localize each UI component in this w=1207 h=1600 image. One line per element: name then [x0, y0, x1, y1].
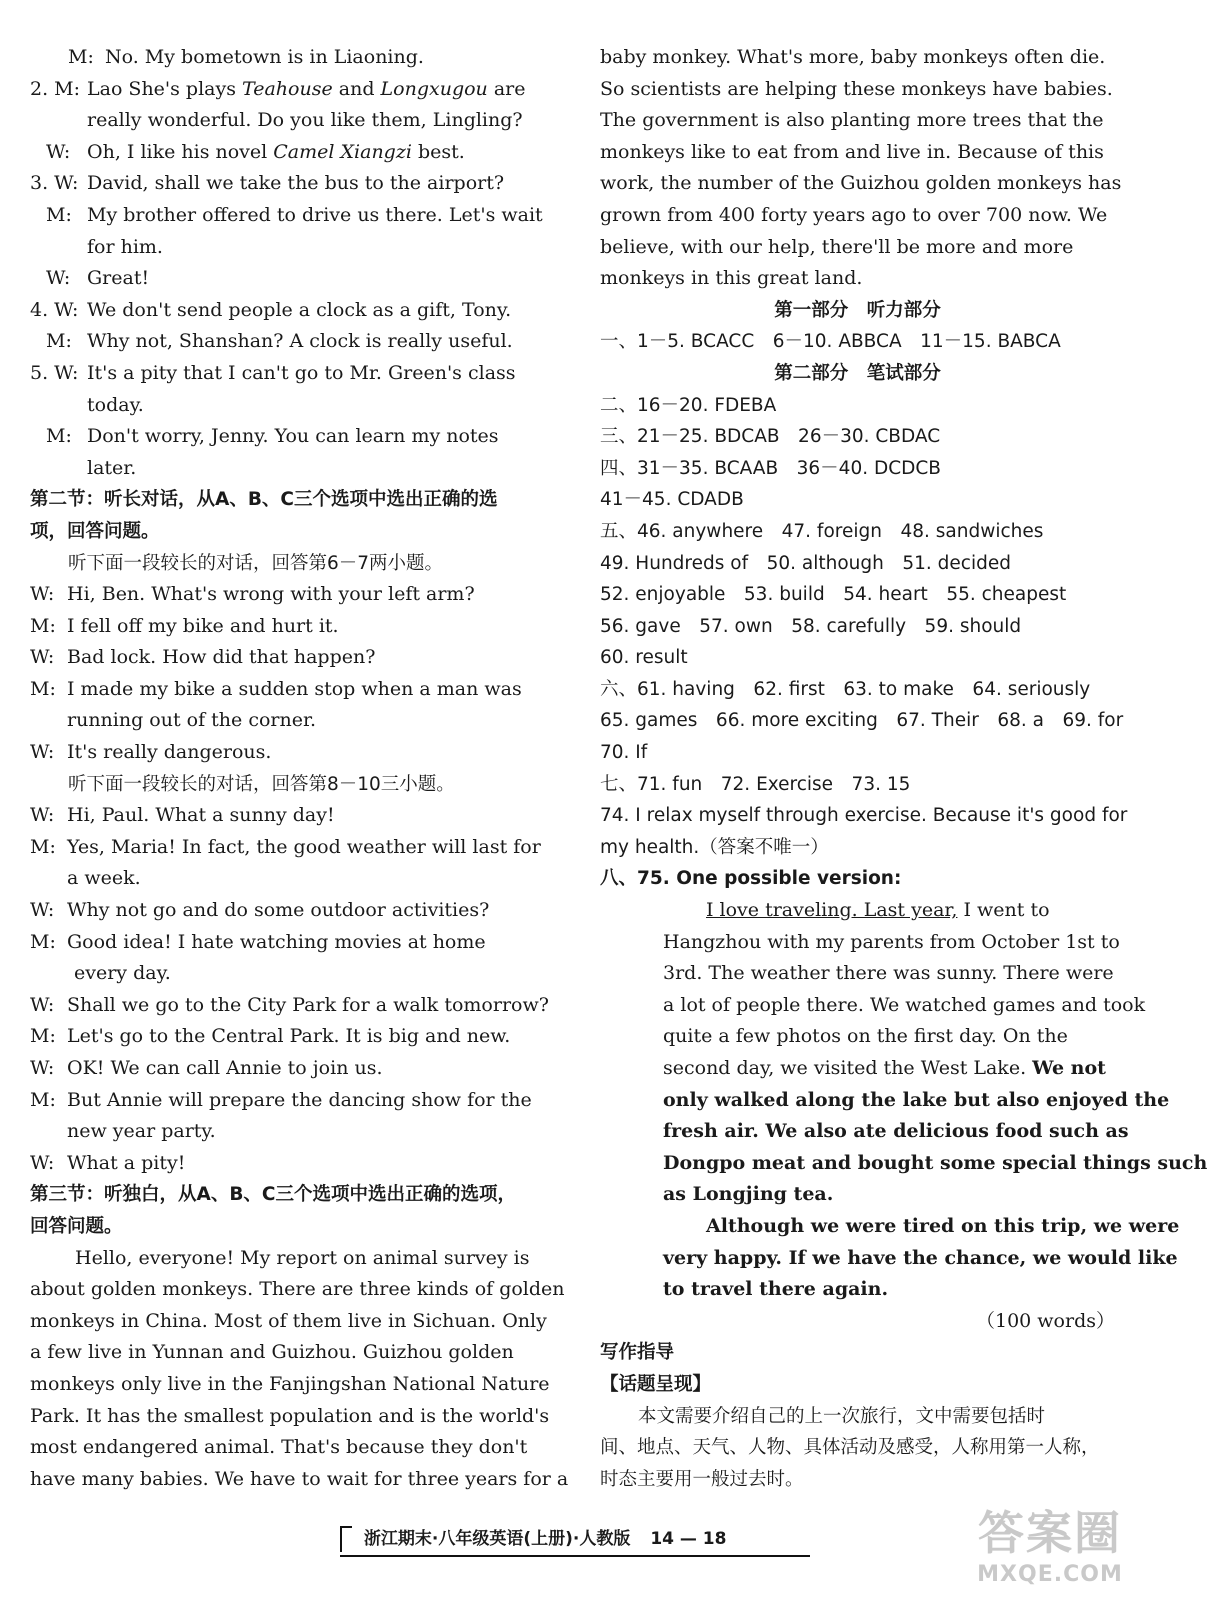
watermark-logo: 答案圈	[978, 1506, 1122, 1560]
line-text: Bad lock. How did that happen?	[67, 646, 376, 669]
essay-line: Although we were tired on this trip, we were	[706, 1214, 1180, 1237]
speaker: 3. W:	[30, 172, 79, 195]
essay-line: 3rd. The weather there was sunny. There were	[663, 962, 1114, 985]
answer-row: 65. games 66. more exciting 67. Their 68. a 69. for	[600, 710, 1124, 732]
page-number: 14 — 18	[650, 1529, 727, 1549]
essay-line: a lot of people there. We watched games and took	[663, 993, 1146, 1016]
dialogue-continuation: a week.	[67, 867, 141, 890]
line-text: Yes, Maria! In fact, the good weather will last for	[67, 835, 541, 858]
line-text: Oh, I like his novel	[87, 140, 274, 163]
line-text: I made my bike a sudden stop when a man was	[67, 677, 522, 700]
novel-title: Camel Xiangzi	[273, 140, 412, 163]
guide-text: 间、地点、天气、人物、具体活动及感受，人称用第一人称，	[600, 1437, 1100, 1459]
answer-row: 三、21－25. BDCAB 26－30. CBDAC	[600, 426, 941, 448]
answer-row: 74. I relax myself through exercise. Because it's good for	[600, 805, 1128, 827]
line-text: Shall we go to the City Park for a walk tomorrow?	[67, 993, 549, 1016]
essay-heading: 八、75. One possible version:	[600, 868, 902, 890]
dialogue-line	[30, 737, 552, 769]
guide-text: 时态主要用一般过去时。	[600, 1468, 804, 1490]
page-footer	[340, 1524, 726, 1554]
speaker: W:	[30, 899, 55, 922]
answer-row: 49. Hundreds of 50. although 51. decided	[600, 552, 1011, 574]
essay-text: second day, we visited the West Lake.	[663, 1057, 1033, 1079]
answer-row: 41－45. CDADB	[600, 489, 744, 511]
dialogue-line	[30, 927, 552, 959]
essay-line	[600, 1053, 1115, 1085]
speaker: W:	[30, 583, 55, 606]
line-text: Hi, Paul. What a sunny day!	[67, 804, 335, 827]
watermark-url: MXQE.COM	[977, 1562, 1123, 1587]
answer-row: 四、31－35. BCAAB 36－40. DCDCB	[600, 457, 942, 479]
dialogue-line	[30, 990, 552, 1022]
topic-sentence: I love traveling. Last year,	[706, 899, 958, 922]
dialogue-line	[30, 642, 552, 674]
answer-row: 56. gave 57. own 58. carefully 59. should	[600, 615, 1022, 637]
footer-bracket	[340, 1526, 352, 1552]
answer-row: 70. If	[600, 742, 648, 764]
dialogue-line	[30, 74, 552, 106]
monologue-line: baby monkey. What's more, baby monkeys often die.	[600, 46, 1106, 68]
line-text: But Annie will prepare the dancing show for the	[67, 1088, 532, 1111]
dialogue-line	[30, 200, 552, 232]
dialogue-line	[30, 1021, 552, 1053]
line-text: David, shall we take the bus to the airport?	[87, 172, 505, 195]
answer-row: 二、16－20. FDEBA	[600, 394, 777, 416]
dialogue-continuation: new year party.	[67, 1120, 216, 1143]
footer-title: 浙江期末·八年级英语(上册)·人教版	[363, 1529, 631, 1549]
dialogue-line	[30, 895, 552, 927]
dialogue-line	[30, 295, 552, 327]
watermark	[955, 1505, 1145, 1595]
speaker: W:	[46, 267, 71, 290]
section-heading: 回答问题。	[30, 1215, 123, 1237]
speaker: W:	[30, 741, 55, 764]
speaker: M:	[30, 614, 56, 637]
speaker: M:	[30, 1025, 56, 1048]
dialogue-continuation: for him.	[87, 235, 163, 258]
dialogue-line	[30, 579, 552, 611]
footer-rule	[340, 1555, 810, 1557]
monologue-line: monkeys only live in the Fanjingshan National Nature	[30, 1372, 550, 1395]
play-title: Longxugou	[380, 77, 488, 100]
dialogue-line	[30, 168, 552, 200]
dialogue-line	[30, 421, 552, 453]
dialogue-line	[30, 263, 552, 295]
monologue-line: have many babies. We have to wait for three years for a	[30, 1467, 569, 1490]
essay-line: very happy. If we have the chance, we would like	[663, 1246, 1178, 1269]
line-text: and	[332, 77, 381, 100]
speaker: W:	[30, 1057, 55, 1079]
speaker: M:	[30, 930, 56, 953]
line-text: No. My bometown is in Liaoning.	[105, 46, 424, 68]
dialogue-line	[30, 1148, 552, 1180]
dialogue-continuation: really wonderful. Do you like them, Lingling?	[87, 109, 523, 132]
monologue-line: about golden monkeys. There are three kinds of golden	[30, 1278, 565, 1301]
essay-line: as Longjing tea.	[663, 1183, 834, 1206]
line-text: Why not, Shanshan? A clock is really useful.	[87, 330, 513, 353]
dialogue-line	[30, 1085, 552, 1117]
monologue-line: Hello, everyone! My report on animal survey is	[75, 1246, 530, 1269]
line-text: OK! We can call Annie to join us.	[67, 1057, 383, 1079]
section-heading: 第二节：听长对话，从A、B、C三个选项中选出正确的选	[30, 489, 498, 511]
play-title: Teahouse	[242, 77, 333, 100]
dialogue-line	[30, 832, 552, 864]
writing-guide-heading: 写作指导	[600, 1342, 675, 1364]
section-heading: 第三节：听独白，从A、B、C三个选项中选出正确的选项，	[30, 1184, 516, 1206]
speaker: W:	[30, 646, 55, 669]
essay-line: Dongpo meat and bought some special things such	[663, 1151, 1207, 1174]
topic-heading: 【话题呈现】	[600, 1373, 712, 1395]
dialogue-line	[30, 358, 552, 390]
essay-line	[600, 895, 1115, 927]
answer-row: 六、61. having 62. first 63. to make 64. seriously	[600, 678, 1091, 700]
monologue-line: The government is also planting more trees that the	[600, 109, 1104, 132]
instruction: 听下面一段较长的对话，回答第8－10三小题。	[68, 773, 455, 795]
speaker: W:	[46, 140, 71, 163]
monologue-line: So scientists are helping these monkeys have babies.	[600, 77, 1113, 100]
speaker: W:	[30, 993, 55, 1016]
line-text: Lao She's plays	[87, 77, 243, 100]
essay-line: fresh air. We also ate delicious food such as	[663, 1120, 1129, 1143]
dialogue-line	[30, 326, 552, 358]
dialogue-continuation: running out of the corner.	[67, 709, 317, 732]
essay-text-bold: We not	[1032, 1057, 1106, 1079]
line-text: Why not go and do some outdoor activities?	[67, 899, 490, 922]
word-count: （100 words）	[975, 1309, 1115, 1332]
line-text: Hi, Ben. What's wrong with your left arm?	[67, 583, 475, 606]
monologue-line: work, the number of the Guizhou golden monkeys has	[600, 172, 1122, 195]
line-text: I fell off my bike and hurt it.	[67, 614, 339, 637]
guide-text: 本文需要介绍自己的上一次旅行，文中需要包括时	[638, 1405, 1046, 1427]
section-heading: 项，回答问题。	[30, 520, 160, 542]
speaker: M:	[46, 203, 72, 226]
dialogue-line	[30, 674, 552, 706]
part-heading-listening: 第一部分 听力部分	[774, 299, 941, 321]
speaker: M:	[30, 677, 56, 700]
monologue-line: monkeys in China. Most of them live in Sichuan. Only	[30, 1309, 547, 1332]
speaker: M:	[46, 425, 72, 448]
dialogue-line	[30, 611, 552, 643]
monologue-line: grown from 400 forty years ago to over 700 now. We	[600, 203, 1108, 226]
speaker: M:	[68, 46, 94, 68]
left-column	[30, 42, 569, 1495]
essay-text: I went to	[957, 899, 1050, 922]
speaker: M:	[30, 1088, 56, 1111]
answer-row: 七、71. fun 72. Exercise 73. 15	[600, 773, 911, 795]
monologue-line: most endangered animal. That's because they don't	[30, 1436, 528, 1459]
part-heading-writing: 第二部分 笔试部分	[774, 362, 941, 384]
line-text: Don't worry, Jenny. You can learn my notes	[87, 425, 499, 448]
line-text: Great!	[87, 267, 150, 290]
line-text: Let's go to the Central Park. It is big and new.	[67, 1025, 511, 1048]
essay-line: only walked along the lake but also enjoyed the	[663, 1088, 1170, 1111]
monologue-line: Park. It has the smallest population and is the world's	[30, 1404, 550, 1427]
speaker: 5. W:	[30, 361, 79, 384]
speaker: 4. W:	[30, 298, 79, 321]
answer-row: 一、1－5. BCACC 6－10. ABBCA 11－15. BABCA	[600, 331, 1061, 353]
speaker: W:	[30, 804, 55, 827]
essay-line: quite a few photos on the first day. On the	[663, 1025, 1068, 1048]
dialogue-line	[30, 137, 552, 169]
dialogue-line	[30, 42, 552, 74]
speaker: M:	[30, 835, 56, 858]
answer-row: 60. result	[600, 647, 688, 669]
line-text: It's a pity that I can't go to Mr. Green's class	[87, 361, 516, 384]
line-text: We don't send people a clock as a gift, Tony.	[87, 298, 512, 321]
line-text: best.	[411, 140, 465, 163]
line-text: Good idea! I hate watching movies at home	[67, 930, 486, 953]
speaker: W:	[30, 1151, 55, 1174]
speaker: 2. M:	[30, 77, 81, 100]
dialogue-line	[30, 800, 552, 832]
monologue-line: a few live in Yunnan and Guizhou. Guizhou golden	[30, 1341, 514, 1364]
monologue-line: believe, with our help, there'll be more and more	[600, 235, 1074, 258]
answer-row: my health.（答案不唯一）	[600, 836, 829, 858]
dialogue-line	[30, 1053, 552, 1085]
line-text: What a pity!	[67, 1151, 186, 1174]
right-column	[600, 42, 1207, 1495]
monologue-line: monkeys in this great land.	[600, 267, 863, 290]
answer-row: 五、46. anywhere 47. foreign 48. sandwiches	[600, 520, 1044, 542]
instruction: 听下面一段较长的对话，回答第6－7两小题。	[68, 552, 444, 574]
speaker: M:	[46, 330, 72, 353]
dialogue-continuation: today.	[87, 393, 144, 416]
essay-line: Hangzhou with my parents from October 1st to	[663, 930, 1120, 953]
dialogue-continuation: later.	[87, 456, 137, 479]
dialogue-continuation: every day.	[74, 962, 171, 985]
essay-line: to travel there again.	[663, 1278, 889, 1301]
line-text: are	[487, 77, 526, 100]
answer-row: 52. enjoyable 53. build 54. heart 55. cheapest	[600, 584, 1067, 606]
monologue-line: monkeys like to eat from and live in. Because of this	[600, 140, 1104, 163]
line-text: My brother offered to drive us there. Let's wait	[87, 203, 543, 226]
line-text: It's really dangerous.	[67, 741, 272, 764]
